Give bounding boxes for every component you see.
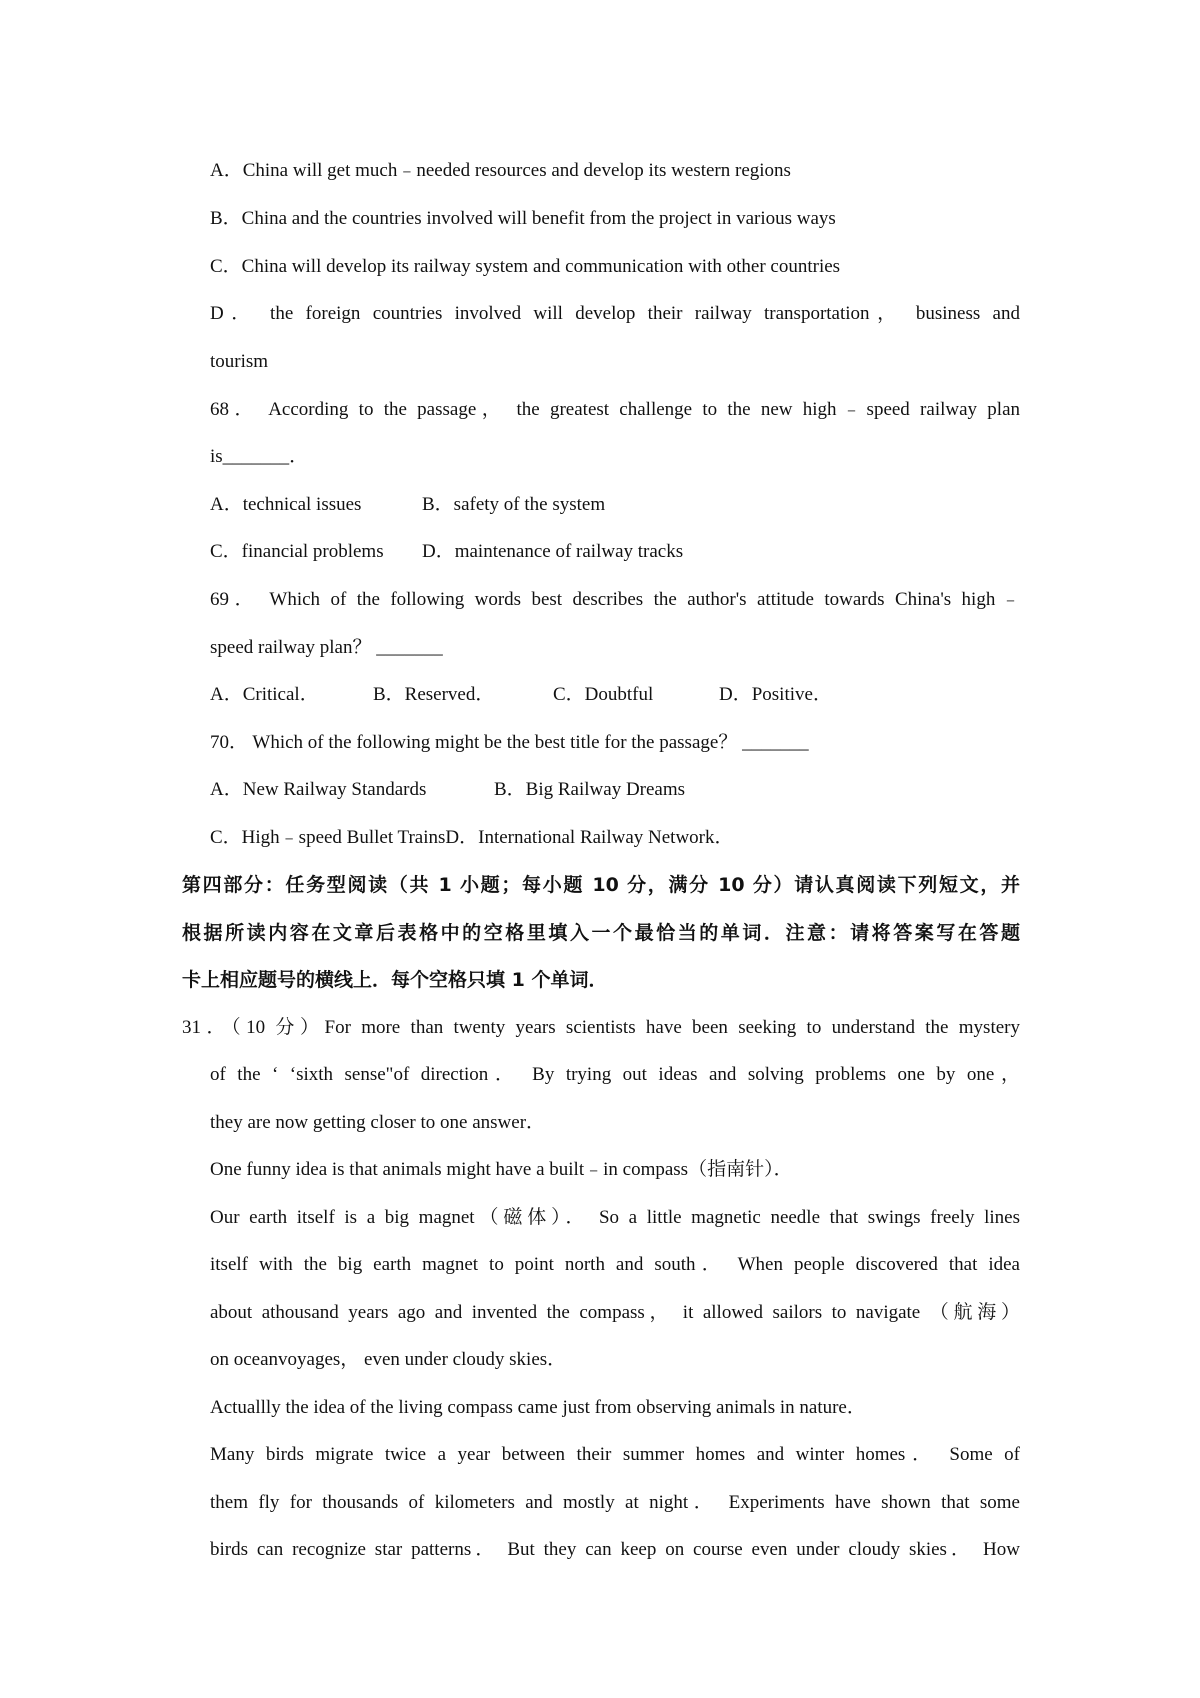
q70-options-row1 — [210, 778, 1020, 802]
q69-stem-line2: speed railway plan？ _______ — [210, 637, 443, 658]
q67-option-b: B．China and the countries involved will benefit from the project in various ways — [210, 208, 836, 229]
q70-stem: 70． Which of the following might be the best title for the passage？ _______ — [210, 732, 809, 753]
q67-option-a: A．China will get much﹣needed resources and develop its western regions — [210, 160, 791, 181]
q69-option-c: C．Doubtful — [553, 684, 654, 705]
q68-options-row2 — [210, 540, 1020, 564]
q31-passage-line8: on oceanvoyages， even under cloudy skies． — [210, 1349, 567, 1370]
part4-instructions-line1: 第四部分：任务型阅读（共 1 小题；每小题 10 分，满分 10 分）请认真阅读下列短文，并 — [182, 874, 1020, 896]
q70-options-row2 — [210, 826, 1020, 850]
q68-option-c: C．financial problems — [210, 541, 384, 562]
q68-stem-line1: 68． According to the passage， the greatest challenge to the new high﹣speed railway plan — [210, 399, 1020, 420]
q31-passage-line7: about athousand years ago and invented the compass， it allowed sailors to navigate （航海） — [210, 1302, 1020, 1323]
q31-passage-line9: Actuallly the idea of the living compass came just from observing animals in nature． — [210, 1397, 866, 1418]
q31-passage-line3: they are now getting closer to one answer． — [210, 1112, 546, 1133]
q69-option-a: A．Critical． — [210, 684, 319, 705]
q67-option-d-line1: D． the foreign countries involved will develop their railway transportation， business and — [210, 303, 1020, 324]
q69-option-b: B．Reserved． — [373, 684, 495, 705]
q31-passage-line4: One funny idea is that animals might have a built﹣in compass（指南针）． — [210, 1159, 793, 1180]
q31-passage-line6: itself with the big earth magnet to point north and south． When people discovered that idea — [210, 1254, 1020, 1275]
q70-option-d: D．International Railway Network． — [445, 827, 734, 848]
q68-option-b: B．safety of the system — [422, 494, 606, 515]
q67-option-d-line2: tourism — [210, 351, 269, 372]
q31-passage-line10: Many birds migrate twice a year between their summer homes and winter homes． Some of — [210, 1444, 1020, 1465]
q31-passage-line5: Our earth itself is a big magnet（磁体）． So a little magnetic needle that swings freely lines — [210, 1207, 1020, 1228]
q69-stem-line1: 69． Which of the following words best describes the author's attitude towards China's high﹣ — [210, 589, 1020, 610]
part4-instructions-line3: 卡上相应题号的横线上．每个空格只填 1 个单词． — [182, 969, 608, 991]
q69-option-d: D．Positive． — [719, 684, 832, 705]
q68-options-row1 — [210, 493, 1020, 517]
q31-passage-line11: them fly for thousands of kilometers and mostly at night． Experiments have shown that some — [210, 1492, 1020, 1513]
q67-option-c: C．China will develop its railway system and communication with other countries — [210, 256, 841, 277]
q69-options-row — [210, 683, 1020, 707]
q68-stem-line2: is_______． — [210, 446, 309, 467]
q68-option-d: D．maintenance of railway tracks — [422, 541, 684, 562]
q70-option-a: A．New Railway Standards — [210, 779, 427, 800]
q31-passage-line2: of the ‘ ‘sixth sense"of direction． By trying out ideas and solving problems one by one， — [210, 1064, 1020, 1085]
q70-option-b: B．Big Railway Dreams — [494, 779, 686, 800]
part4-instructions-line2: 根据所读内容在文章后表格中的空格里填入一个最恰当的单词．注意：请将答案写在答题 — [182, 922, 1020, 944]
q31-passage-line1: 31．（10 分）For more than twenty years scientists have been seeking to understand the mystery — [182, 1017, 1020, 1038]
q68-option-a: A．technical issues — [210, 494, 362, 515]
q31-passage-line12: birds can recognize star patterns． But they can keep on course even under cloudy skies． How — [210, 1539, 1020, 1560]
q70-option-c: C．High﹣speed Bullet Trains — [210, 827, 446, 848]
